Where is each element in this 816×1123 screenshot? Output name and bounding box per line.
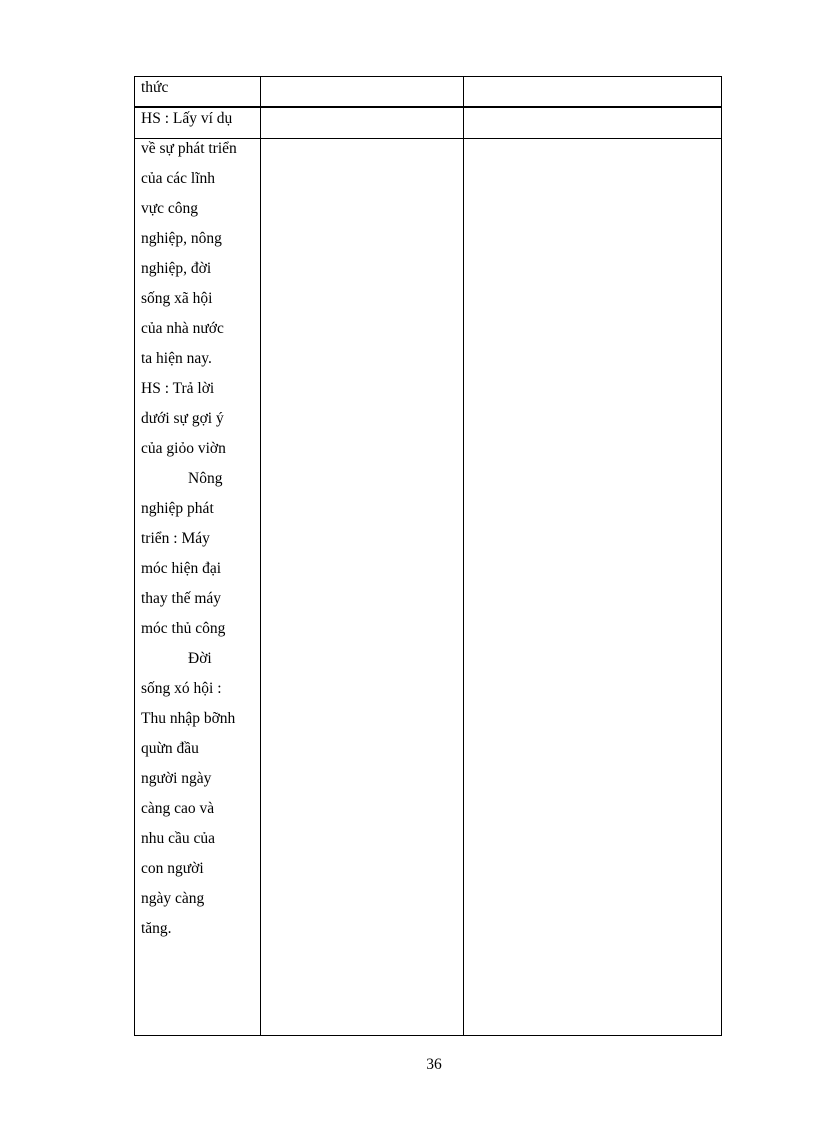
- cell-text-line: quừn đầu: [141, 740, 199, 757]
- column-divider-1: [260, 77, 261, 1035]
- cell-text-line: về sự phát triển: [141, 140, 237, 157]
- cell-text-line: càng cao và: [141, 800, 215, 817]
- cell-text-line: của các lĩnh: [141, 170, 216, 187]
- row1-col1-cell: [141, 73, 259, 103]
- cell-text-line: người ngày: [141, 770, 212, 787]
- cell-text-line: con người: [141, 860, 204, 877]
- content-table: [134, 76, 722, 1036]
- cell-text-line: HS : Trả lời: [141, 380, 215, 397]
- cell-text-line: sống xã hội: [141, 290, 213, 307]
- cell-text-line: triển : Máy: [141, 530, 210, 547]
- cell-text-line: nghiệp, nông: [141, 230, 222, 247]
- cell-text-line: dưới sự gợi ý: [141, 410, 224, 427]
- cell-text-line: nhu cầu của: [141, 830, 216, 847]
- cell-text-line: sống xó hội :: [141, 680, 222, 697]
- cell-text-line: nghiệp phát: [141, 500, 214, 517]
- cell-text-line: HS : Lấy ví dụ: [141, 110, 233, 127]
- cell-text-line: ngày càng: [141, 890, 205, 907]
- cell-text-line: Nông: [188, 470, 223, 487]
- cell-text-line: của nhà nước: [141, 320, 224, 337]
- cell-text-line: của giỏo viờn: [141, 440, 226, 457]
- cell-text-line: tăng.: [141, 920, 172, 937]
- cell-text-line: nghiệp, đời: [141, 260, 212, 277]
- cell-text-line: vực công: [141, 200, 199, 217]
- cell-text-line: móc hiện đại: [141, 560, 222, 577]
- row2-col1-cell: [141, 104, 259, 944]
- cell-text-line: ta hiện nay.: [141, 350, 212, 367]
- cell-text-line: thay thế máy: [141, 590, 222, 607]
- page-number: 36: [426, 1056, 442, 1073]
- cell-text-line: thức: [141, 79, 169, 96]
- cell-text-line: Đời: [188, 650, 212, 667]
- cell-text-line: Thu nhập bỡnh: [141, 710, 236, 727]
- column-divider-2: [463, 77, 464, 1035]
- cell-text-line: móc thủ công: [141, 620, 226, 637]
